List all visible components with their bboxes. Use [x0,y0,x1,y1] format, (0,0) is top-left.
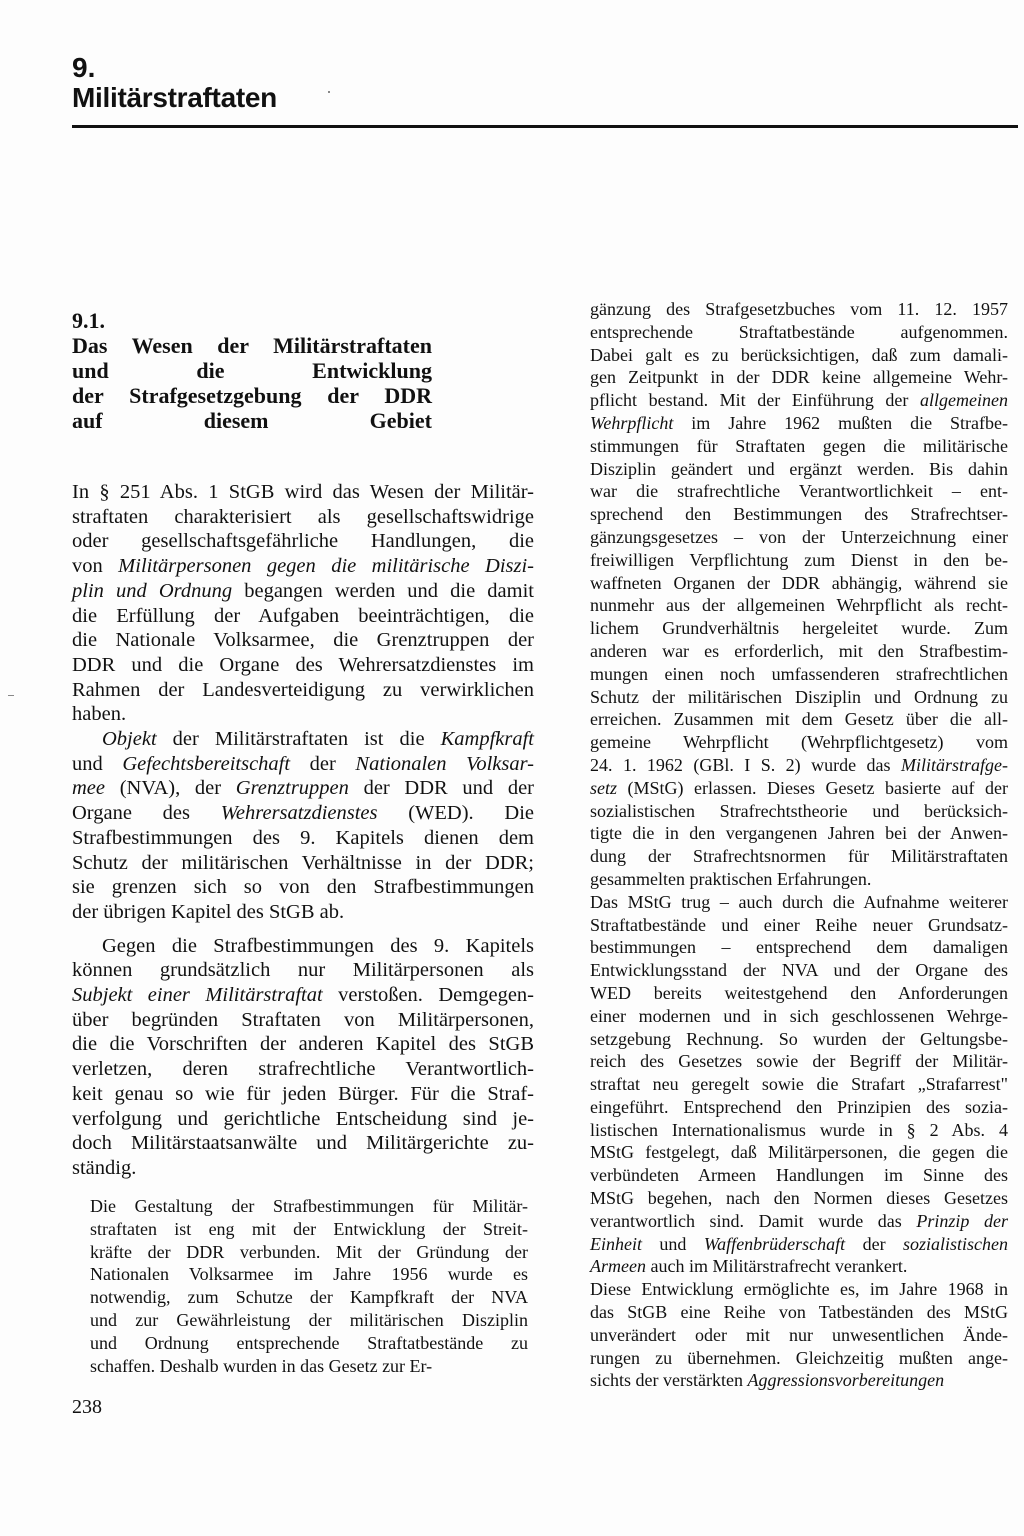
text-line: von Militärpersonen gegen die militärische Diszi- [72,555,534,578]
emphasis: Nationalen Volksar- [355,752,535,775]
emphasis: Armeen [590,1256,646,1277]
emphasis: Prinzip der [916,1210,1008,1231]
chapter-rule [72,125,1018,128]
emphasis: setz [590,777,617,798]
text-line: Das MStG trug – auch durch die Aufnahme weiterer [590,891,1008,912]
section-number: 9.1. [72,308,105,333]
text-line: sprechend den Bestimmungen des Strafrechtser- [590,504,1008,525]
text-line: mee (NVA), der Grenztruppen der DDR und der [72,777,534,800]
text-line: verbündeten Armeen Handlungen im Sinne des [590,1165,1008,1186]
emphasis: Subjekt einer Militärstraftat [72,984,323,1007]
text-line: notwendig, zum Schutze der Kampfkraft der NVA [90,1287,528,1308]
text-line: anderen war es erforderlich, mit den Strafbestim- [590,640,1008,661]
emphasis: Objekt [102,728,157,751]
text-line: gen Zeitpunkt in der DDR keine allgemeine Wehr- [590,367,1008,388]
text-line: Straftatbestände und einer Reihe neuer Grundsatz- [590,914,1008,935]
text-line: Disziplin geändert und ergänzt werden. Bis dahin [590,458,1008,479]
emphasis: Gefechtsbereitschaft [122,752,291,775]
right-column [590,298,1008,1392]
text-line: ständig. [72,1156,137,1179]
note-paragraph [90,1195,528,1377]
emphasis: Aggressionsvorbereitungen [747,1370,945,1391]
text-line: 24. 1. 1962 (GBl. I S. 2) wurde das Militärstrafge- [590,754,1008,775]
text-line: MStG begehen, nach den Normen dieses Gesetzes [590,1188,1008,1209]
emphasis: Kampfkraft [440,728,534,751]
text-line: straftaten charakterisiert als gesellschaftswidrige [72,505,534,528]
text-line: lichem Grundverhältnis hergeleitet wurde. Zum [590,618,1008,639]
emphasis: Wehrpflicht [590,412,674,433]
section-title [72,333,432,433]
text-line: waffneten Organen der DDR abhängig, während sie [590,572,1008,593]
text-line: Diese Entwicklung ermöglichte es, im Jahre 1968 in [590,1279,1008,1300]
text-line: oder gesellschaftsgefährliche Handlungen, die [72,530,534,553]
text-line: dung der Strafrechtsnormen für Militärstraftaten [590,846,1008,867]
text-line: sozialistischen Strafrechtstheorie und berücksich- [590,800,1008,821]
text-line: Subjekt einer Militärstraftat verstoßen. Demgegen- [72,984,534,1007]
emphasis: Grenztruppen [235,777,349,800]
chapter-title: Militärstraftaten [72,82,277,113]
text-line: Wehrpflicht im Jahre 1962 mußten die Strafbe- [590,412,1008,433]
text-line: Schutz der militärischen Disziplin und Ordnung zu [590,686,1008,707]
emphasis: Militärpersonen gegen die militärische Diszi- [118,555,534,578]
scan-speck [328,91,330,93]
text-line: WED bereits weitestgehend den Anforderungen [590,982,1008,1003]
text-line: nunmehr aus der allgemeinen Wehrpflicht als recht- [590,595,1008,616]
text-line: plin und Ordnung begangen werden und die damit [72,579,534,602]
text-line: das StGB eine Reihe von Tatbeständen des MStG [590,1302,1008,1323]
text-line: Organe des Wehrersatzdienstes (WED). Die [72,802,534,825]
text-line: straftat neu geregelt sowie die Strafart „Strafarrest" [590,1074,1008,1095]
text-line: kräfte der DDR verbunden. Mit der Gründung der [90,1241,528,1262]
text-line: listischen Internationalismus wurde in § 2 Abs. 4 [590,1119,1008,1140]
emphasis: sozialistischen [903,1233,1009,1254]
text-line: mungen einen noch umfassenderen strafrechtlichen [590,663,1008,684]
emphasis: Wehrersatzdienstes [220,802,378,825]
text-line: der übrigen Kapitel des StGB ab. [72,900,345,923]
text-line: setzgebung Rechnung. So wurden der Geltungsbe- [590,1028,1008,1049]
section-title-line: Das Wesen der Militärstraftaten [72,333,432,358]
text-line: Armeen auch im Militärstrafrecht verankert. [590,1256,908,1277]
text-line: eingeführt. Entsprechend den Prinzipien des sozia- [590,1096,1008,1117]
text-line: Entwicklungsstand der NVA und der Organe des [590,960,1008,981]
paragraph [590,891,1008,1279]
section-title-line: auf diesem Gebiet [72,408,432,433]
text-line: setz (MStG) erlassen. Dieses Gesetz basierte auf der [590,777,1008,798]
text-line: straftaten ist eng mit der Entwicklung der Streit- [90,1218,528,1239]
text-line: gesammelten praktischen Erfahrungen. [590,868,872,889]
page-number: 238 [72,1396,102,1418]
text-line: und Gefechtsbereitschaft der Nationalen Volksar- [72,752,535,775]
emphasis: plin und Ordnung [72,579,233,602]
emphasis: allgemeinen [920,390,1008,411]
text-line: rungen zu übernehmen. Gleichzeitig mußten ange- [590,1347,1008,1368]
emphasis: Waffenbrüderschaft [703,1233,846,1254]
text-line: können grundsätzlich nur Militärpersonen als [72,959,534,982]
text-line: und zur Gewährleistung der militärischen Disziplin [90,1309,528,1330]
text-line: pflicht bestand. Mit der Einführung der allgemeinen [590,390,1008,411]
paragraph [72,480,534,727]
emphasis: mee [72,777,106,800]
text-line: Schutz der militärischen Verhältnisse in der DDR; [72,851,534,874]
text-line: gemeine Wehrpflicht (Wehrpflichtgesetz) vom [590,732,1008,753]
text-line: stimmungen für Straftaten gegen die militärische [590,435,1008,456]
text-line: sichts der verstärkten Aggressionsvorbereitungen [590,1370,945,1391]
text-line: die Erfüllung der Aufgaben beeinträchtigen, die [72,604,534,627]
text-line: verantwortlich sind. Damit wurde das Prinzip der [590,1210,1008,1231]
text-line: doch Militärstaatsanwälte und Militärgerichte zu- [72,1132,534,1155]
text-line: sie grenzen sich so von den Strafbestimmungen [72,876,534,899]
left-column [72,480,534,1181]
paragraph [590,298,1008,891]
paragraph [590,1278,1008,1392]
text-line: Strafbestimmungen des 9. Kapitels dienen dem [72,826,534,849]
text-line: entsprechende Straftatbestände aufgenommen. [590,321,1008,342]
text-line: bestimmungen – entsprechend dem damaligen [590,937,1008,958]
text-line: die Nationale Volksarmee, die Grenztruppen der [72,629,534,652]
text-line: In § 251 Abs. 1 StGB wird das Wesen der Militär- [72,481,534,503]
paragraph [72,934,534,1181]
text-line: Dabei galt es zu berücksichtigen, daß zum damali- [590,344,1008,365]
text-line: haben. [72,703,127,726]
text-line: reich des Gesetzes sowie der Begriff der Militär- [590,1051,1008,1072]
text-line: gänzung des Strafgesetzbuches vom 11. 12. 1957 [590,299,1008,319]
paragraph [90,1195,528,1377]
paragraph [72,727,534,925]
text-line: keit genau so wie für jeden Bürger. Für die Straf- [72,1082,534,1105]
text-line: verfolgung und gerichtliche Entscheidung sind je- [72,1107,534,1130]
text-line: Einheit und Waffenbrüderschaft der sozialistischen [590,1233,1009,1254]
text-line: Nationalen Volksarmee im Jahre 1956 wurde es [90,1264,528,1285]
text-line: Objekt der Militärstraftaten ist die Kampfkraft [102,728,534,751]
text-line: Die Gestaltung der Strafbestimmungen für Militär- [90,1196,528,1216]
text-line: und Ordnung entsprechende Straftatbestände zu [90,1332,528,1353]
text-line: gänzungsgesetzes – von der Unterzeichnung einer [590,526,1008,547]
text-line: einer modernen und in sich geschlossenen Wehrge- [590,1005,1008,1026]
chapter-number: 9. [72,52,96,83]
emphasis: Einheit [590,1233,642,1254]
text-line: verletzen, deren strafrechtliche Verantwortlich- [72,1058,534,1081]
text-line: die die Vorschriften der anderen Kapitel des StGB [72,1033,534,1056]
text-line: war die strafrechtliche Verantwortlichkeit – ent- [590,481,1008,502]
text-line: unverändert oder mit nur unwesentlichen Ände- [590,1324,1008,1345]
section-title-line: der Strafgesetzgebung der DDR [72,383,432,408]
text-line: DDR und die Organe des Wehrersatzdienstes im [72,653,534,676]
text-line: schaffen. Deshalb wurden in das Gesetz zur Er- [90,1355,433,1376]
scan-mark [8,695,14,696]
text-line: MStG festgelegt, daß Militärpersonen, die gegen die [590,1142,1008,1163]
emphasis: Militärstrafge- [901,754,1008,775]
text-line: freiwilligen Verpflichtung zum Dienst in den be- [590,549,1008,570]
text-line: tigte die in den vergangenen Jahren bei der Anwen- [590,823,1008,844]
text-line: Rahmen der Landesverteidigung zu verwirklichen [72,678,534,701]
text-line: über begründen Straftaten von Militärpersonen, [72,1008,534,1031]
text-line: Gegen die Strafbestimmungen des 9. Kapitels [102,934,534,957]
text-line: erreichen. Zusammen mit dem Gesetz über die all- [590,709,1008,730]
section-title-line: und die Entwicklung [72,358,432,383]
